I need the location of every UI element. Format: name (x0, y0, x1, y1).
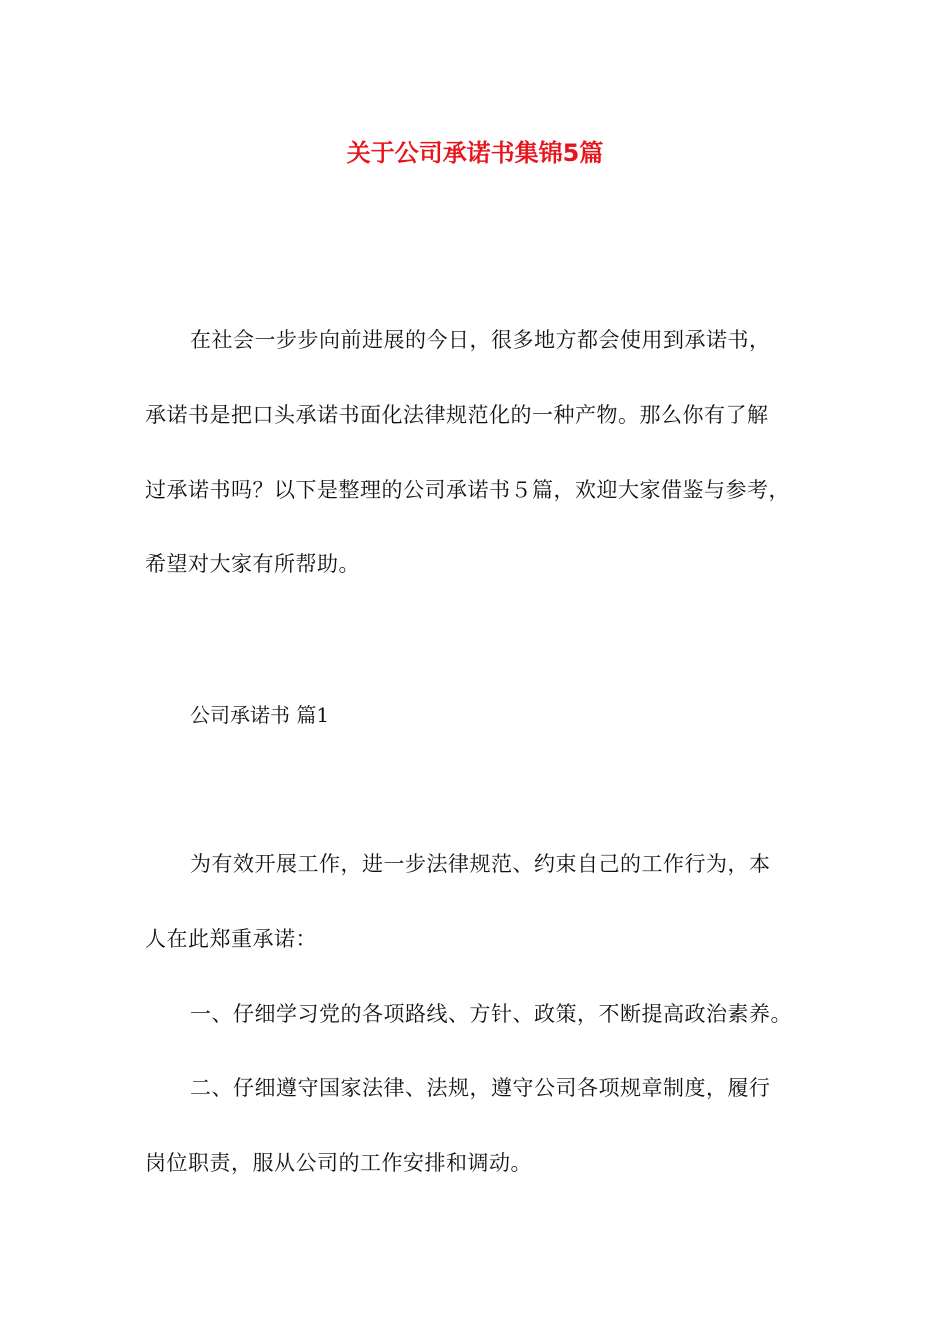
document-title: 关于公司承诺书集锦5篇 (346, 139, 604, 167)
body-line-5: 岗位职责，服从公司的工作安排和调动。 (145, 1151, 532, 1175)
intro-line-1: 在社会一步步向前进展的今日，很多地方都会使用到承诺书， (190, 328, 771, 352)
body-line-2: 人在此郑重承诺： (145, 927, 317, 951)
body-line-3: 一、仔细学习党的各项路线、方针、政策，不断提高政治素养。 (190, 1002, 792, 1026)
intro-line-4: 希望对大家有所帮助。 (145, 552, 360, 576)
section-heading: 公司承诺书 篇1 (190, 703, 330, 727)
body-line-1: 为有效开展工作，进一步法律规范、约束自己的工作行为，本 (190, 852, 771, 876)
intro-line-3: 过承诺书吗？以下是整理的公司承诺书５篇，欢迎大家借鉴与参考， (145, 478, 790, 502)
intro-line-2: 承诺书是把口头承诺书面化法律规范化的一种产物。那么你有了解 (145, 403, 769, 427)
body-line-4: 二、仔细遵守国家法律、法规，遵守公司各项规章制度，履行 (190, 1076, 771, 1100)
